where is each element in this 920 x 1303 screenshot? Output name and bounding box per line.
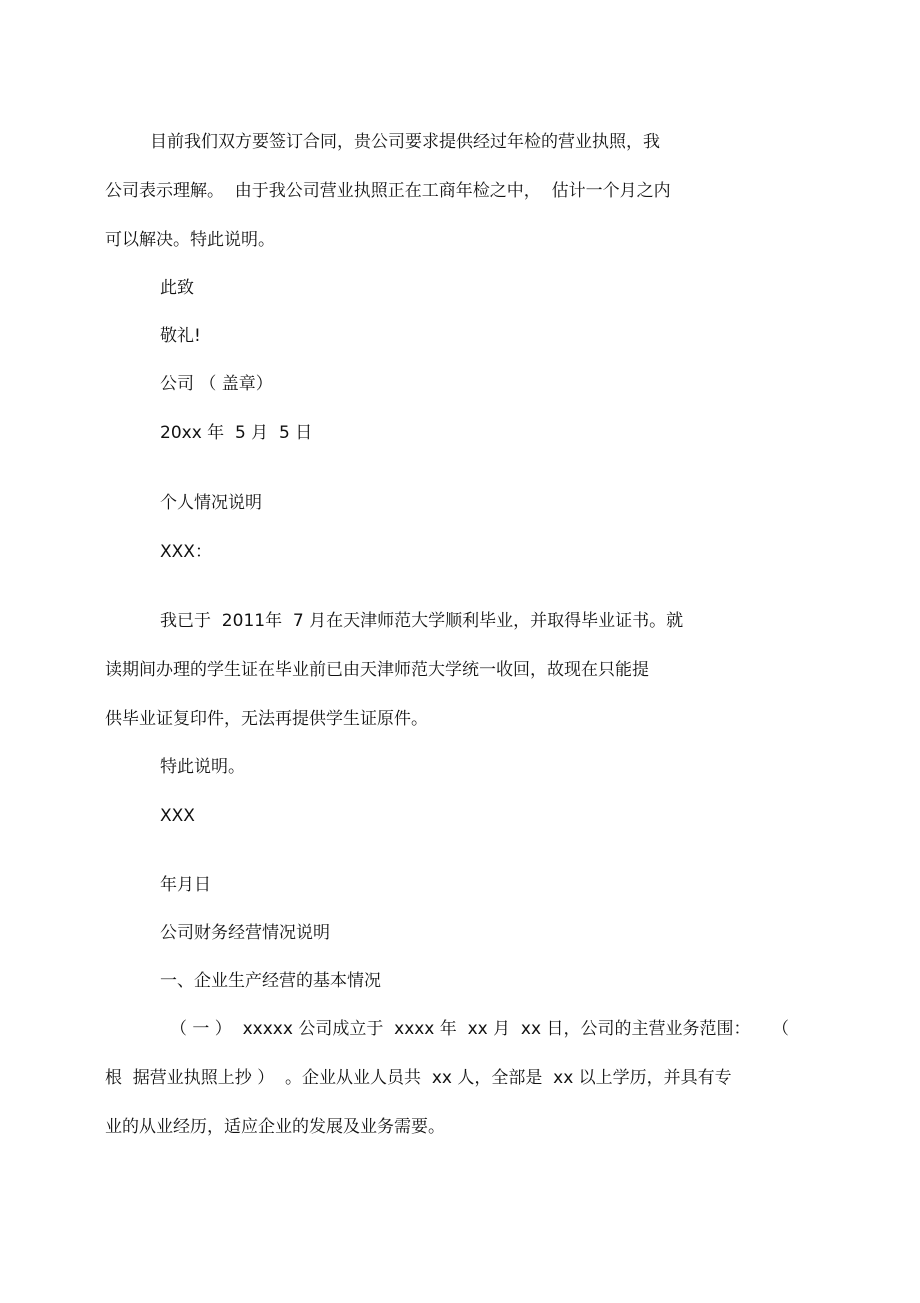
report-para-line-1: （ 一 ） xxxxx 公司成立于 xxxx 年 xx 月 xx 日，公司的主营业务范围： （: [170, 1019, 790, 1039]
letter1-para-line-1: 目前我们双方要签订合同，贵公司要求提供经过年检的营业执照，我: [150, 132, 660, 152]
letter2-para-line-3: 供毕业证复印件，无法再提供学生证原件。: [105, 709, 428, 729]
report-section-heading: 一、企业生产经营的基本情况: [160, 971, 381, 991]
report-para-line-2: 根 据营业执照上抄 ） 。企业从业人员共 xx 人，全部是 xx 以上学历，并具有专: [105, 1068, 732, 1088]
letter2-addressee: XXX：: [160, 542, 212, 562]
letter2-para-line-2: 读期间办理的学生证在毕业前已由天津师范大学统一收回，故现在只能提: [105, 660, 649, 680]
letter2-para-line-1: 我已于 2011年 7 月在天津师范大学顺利毕业，并取得毕业证书。就: [160, 611, 684, 631]
letter2-title: 个人情况说明: [160, 493, 262, 513]
letter2-date: 年月日: [160, 875, 211, 895]
letter1-para-line-3: 可以解决。特此说明。: [105, 230, 275, 250]
letter1-para-line-2: 公司表示理解。 由于我公司营业执照正在工商年检之中， 估计一个月之内: [105, 181, 671, 201]
report-para-line-3: 业的从业经历，适应企业的发展及业务需要。: [105, 1117, 445, 1137]
letter1-regards: 敬礼!: [160, 326, 201, 346]
letter1-signature: 公司 （ 盖章）: [160, 374, 273, 394]
letter2-closing: 特此说明。: [160, 757, 245, 777]
letter1-date: 20xx 年 5 月 5 日: [160, 423, 313, 443]
report-title: 公司财务经营情况说明: [160, 923, 330, 943]
letter1-salutation: 此致: [160, 278, 194, 298]
letter2-signer: XXX: [160, 806, 195, 826]
